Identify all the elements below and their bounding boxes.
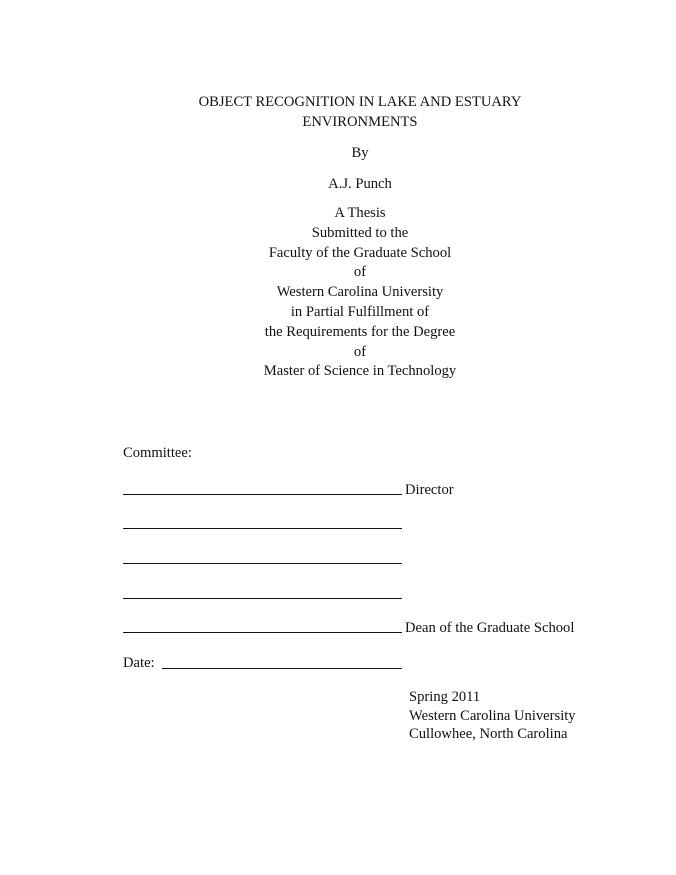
- author-name: A.J. Punch: [328, 176, 392, 192]
- footer-university: Western Carolina University: [409, 707, 576, 724]
- signature-line-director: [123, 494, 402, 495]
- footer-location: Cullowhee, North Carolina: [409, 726, 568, 742]
- submission-line: the Requirements for the Degree: [264, 323, 456, 340]
- signature-line-dean: [123, 632, 402, 633]
- submission-statement: [0, 204, 676, 382]
- signature-role-director: Director: [405, 482, 454, 498]
- submission-line: A Thesis: [334, 205, 386, 221]
- submission-line: of: [353, 343, 367, 360]
- footer-term: Spring 2011: [409, 689, 481, 705]
- thesis-title-line-1: OBJECT RECOGNITION IN LAKE AND ESTUARY: [198, 94, 522, 110]
- submission-line: Submitted to the: [311, 224, 409, 241]
- submission-line: Western Carolina University: [276, 284, 444, 301]
- submission-line: Master of Science in Technology: [263, 363, 457, 380]
- committee-label: Committee:: [123, 445, 192, 461]
- date-label: Date:: [123, 655, 155, 671]
- submission-line: of: [353, 264, 367, 281]
- signature-line-member-3: [123, 598, 402, 599]
- submission-line: Faculty of the Graduate School: [268, 244, 452, 261]
- by-label: By: [351, 145, 369, 161]
- signature-line-member-2: [123, 563, 402, 564]
- submission-line: in Partial Fulfillment of: [290, 303, 430, 320]
- thesis-title: [0, 92, 676, 132]
- thesis-title-line-2: ENVIRONMENTS: [302, 114, 418, 130]
- submission-footer: [409, 688, 576, 744]
- signature-role-dean: Dean of the Graduate School: [405, 620, 575, 636]
- signature-line-member-1: [123, 528, 402, 529]
- date-line: [162, 668, 402, 669]
